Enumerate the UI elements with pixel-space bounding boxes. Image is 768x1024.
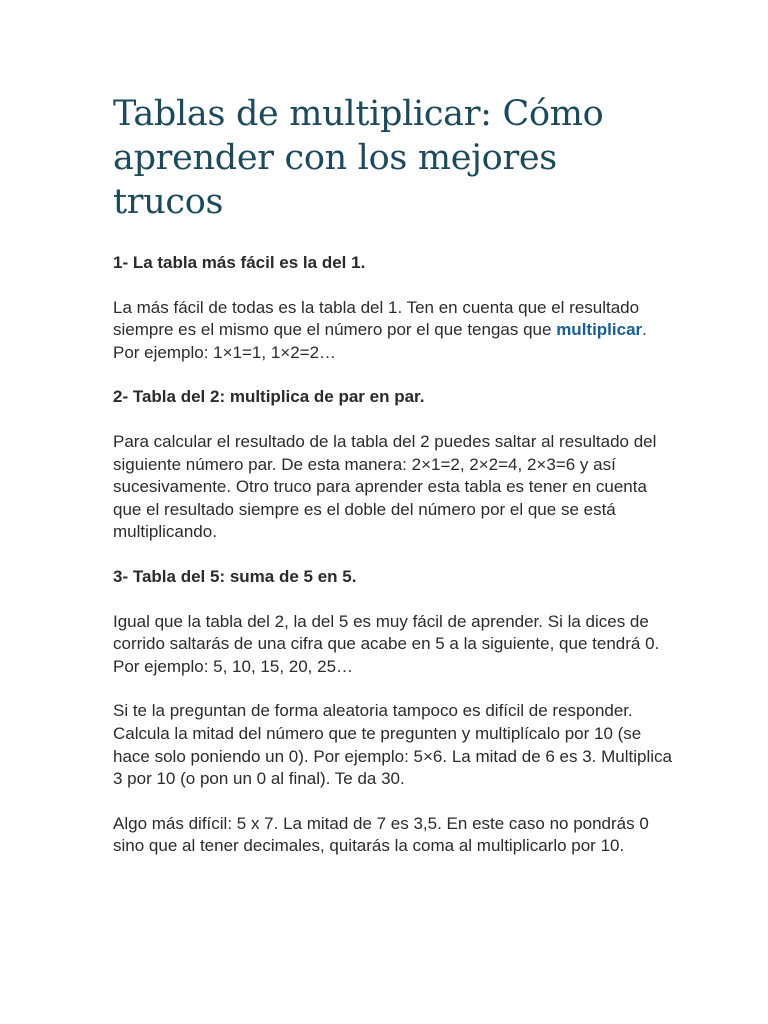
document-title: Tablas de multiplicar: Cómo aprender con los mejores trucos — [113, 94, 604, 222]
paragraph-4: Si te la preguntan de forma aleatoria tampoco es difícil de responder. Calcula la mitad del número que te pregunten y multiplícalo por 10 (se hace solo poniendo un 0). Por ejemplo: 5×6. La mitad de 6 es 3. Multiplica 3 por 10 (o pon un 0 al final). Te da 30. — [113, 701, 672, 789]
section-heading-2: 2- Tabla del 2: multiplica de par en par. — [113, 387, 425, 407]
document-page — [113, 92, 673, 880]
section-heading-1: 1- La tabla más fácil es la del 1. — [113, 253, 366, 272]
section-heading-3: 3- Tabla del 5: suma de 5 en 5. — [113, 566, 357, 586]
paragraph-3: Igual que la tabla del 2, la del 5 es muy fácil de aprender. Si la dices de corrido saltarás de una cifra que acabe en 5 a la siguiente, que tendrá 0. Por ejemplo: 5, 10, 15, 20, 25… — [113, 611, 660, 676]
paragraph-1 — [113, 297, 673, 365]
paragraph-1-text-start: La más fácil de todas es la tabla del 1. Ten en cuenta que el resultado siempre es el mismo que el número por el que tengas que — [113, 297, 640, 340]
multiplicar-link[interactable]: multiplicar — [556, 320, 643, 340]
paragraph-5: Algo más difícil: 5 x 7. La mitad de 7 es 3,5. En este caso no pondrás 0 sino que al tener decimales, quitarás la coma al multiplicarlo por 10. — [113, 813, 649, 856]
paragraph-2: Para calcular el resultado de la tabla del 2 puedes saltar al resultado del siguiente número par. De esta manera: 2×1=2, 2×2=4, 2×3=6 y así sucesivamente. Otro truco para aprender esta tabla es tener en cuenta que el resultado siempre es el doble del número por el que se está multiplicando. — [113, 431, 657, 542]
paragraph-1-text-end: . Por ejemplo: 1×1=1, 1×2=2… — [113, 320, 647, 362]
